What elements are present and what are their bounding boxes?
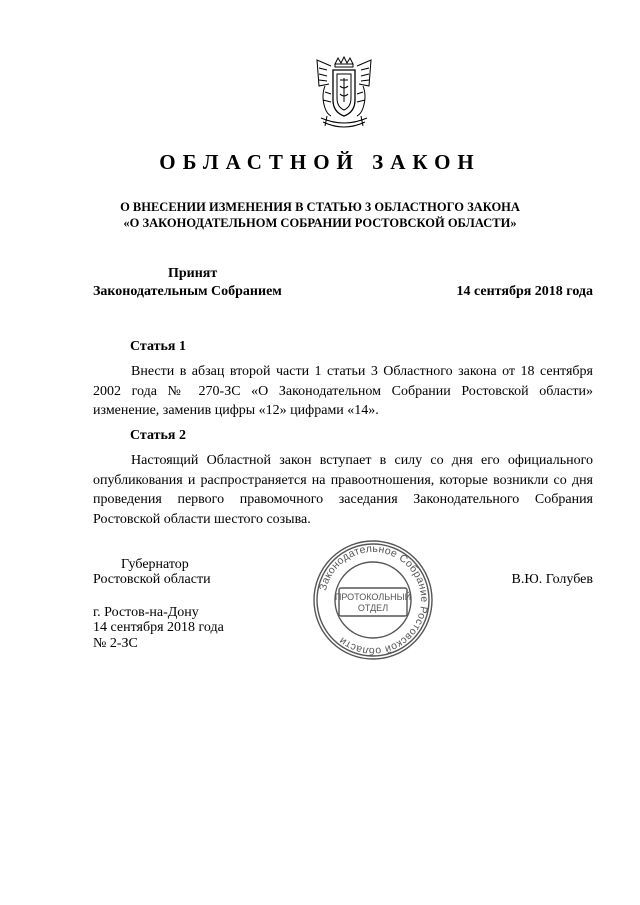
law-number: № 2-ЗС: [93, 636, 138, 651]
stamp-center-line-2: ОТДЕЛ: [357, 603, 389, 613]
signing-date: 14 сентября 2018 года: [93, 620, 224, 635]
official-stamp: [311, 538, 435, 662]
law-title-line-2: «О ЗАКОНОДАТЕЛЬНОМ СОБРАНИИ РОСТОВСКОЙ ОБЛАСТИ»: [123, 216, 517, 230]
accepted-date: 14 сентября 2018 года: [456, 284, 593, 299]
article-1-text: Внести в абзац второй части 1 статьи 3 Областного закона от 18 сентября 2002 года № 270-ЗС «О Законодательном Собрании Ростовской области» изменение, заменив цифры «12» цифрами «14».: [93, 364, 593, 418]
stamp-center-line-1: ПРОТОКОЛЬНЫЙ: [334, 592, 412, 602]
accepted-label: Принят: [168, 266, 218, 281]
signatory-name: В.Ю. Голубев: [511, 572, 593, 587]
signatory-region: Ростовской области: [93, 572, 211, 587]
article-2-heading: Статья 2: [130, 428, 186, 443]
article-2-text: Настоящий Областной закон вступает в силу со дня его официального опубликования и распространяется на правоотношения, которые возникли со дня проведения первого правомочного заседания Законодательного Собрания Ростовской области шестого созыва.: [93, 453, 593, 527]
signing-place: г. Ростов-на-Дону: [93, 605, 199, 620]
law-type-heading: ОБЛАСТНОЙ ЗАКОН: [159, 150, 481, 174]
article-1-heading: Статья 1: [130, 339, 186, 354]
coat-of-arms-icon: [313, 56, 375, 134]
law-title: [0, 199, 640, 231]
law-title-line-1: О ВНЕСЕНИИ ИЗМЕНЕНИЯ В СТАТЬЮ 3 ОБЛАСТНОГО ЗАКОНА: [120, 200, 520, 214]
signatory-title: Губернатор: [121, 557, 189, 572]
accepted-by: Законодательным Собранием: [93, 284, 282, 299]
stamp-ring-text: Законодательное Собрание Ростовской области: [317, 542, 431, 658]
